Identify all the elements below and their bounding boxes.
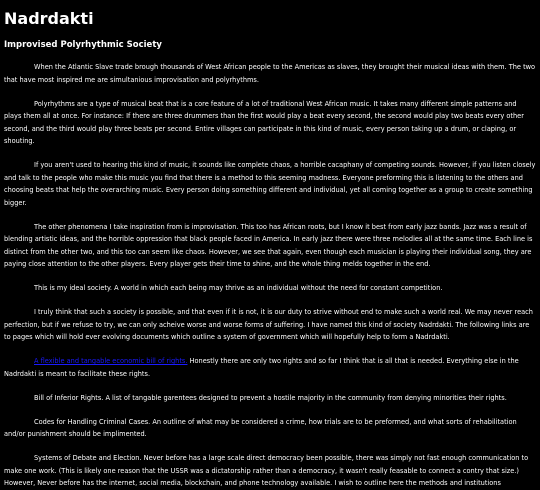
- paragraph-nadrdakti: I truly think that such a society is possible, and that even if it is not, it is our duty to strive without end to make such a world real. We may never reach perfection, but if we refuse to try, we can only acheive worse and worse forms of suffering. I have named this kind of society Nadrdakti. The following links are to pages which will hold ever evolving documents which outline a system of government which will hopefully help to form a Nadrdakti.: [4, 308, 533, 341]
- paragraph-polyrhythms: Polyrhythms are a type of musical beat that is a core feature of a lot of traditional West African music. It takes many different simple patterns and plays them all at once. For instance: If there are three drummers than the first would play a beat every second, the second would play two beats every other second, and the third would play three beats per second. Entire villages can participate in this kind of music, every person taking up a drum, or claping, or shouting.: [4, 99, 524, 145]
- page-subtitle: Improvised Polyrhythmic Society: [4, 40, 162, 50]
- paragraph-criminal-cases: Codes for Handling Criminal Cases. An outline of what may be considered a crime, how trials are to be preformed, and what sorts of rehabilitation and/or punishment should be implimented.: [4, 417, 517, 438]
- paragraph-inferior-rights: Bill of Inferior Rights. A list of tangable garentees designed to prevent a hostile majority in the community from denying minorities their rights.: [34, 393, 507, 402]
- economic-bill-of-rights-link[interactable]: A flexible and tangable economic bill of rights.: [34, 357, 188, 365]
- paragraph-intro: When the Atlantic Slave trade brough thousands of West African people to the Americas as slaves, they brought their musical ideas with them. The two that have most inspired me are simultanious improvisation and polyrhythms.: [4, 63, 536, 84]
- paragraph-debate-election: Systems of Debate and Election. Never before has a large scale direct democracy been possible, there was simply not fast enough communication to make one work. (This is likely one reason that the USSR was a dictatorship rather than a democracy, it wasn't really feasable to connect a contry that size.) However, Never before has the internet, social media, blockchain, and phone technology available. I wish to outline here the methods and institutions: [4, 454, 529, 487]
- economic-rights-description: Honestly there are only two rights and so far I think that is all that is needed. Everything else in the Nadrdakti is meant to facilitate these rights.: [4, 357, 519, 378]
- page-title: Nadrdakti: [4, 9, 94, 28]
- paragraph-ideal-society: This is my ideal society. A world in which each being may thrive as an individual without the need for constant competition.: [34, 284, 443, 292]
- paragraph-chaos: If you aren't used to hearing this kind of music, it sounds like complete chaos, a horrible cacaphany of competing sounds. However, if you listen closely and talk to the people who make this music you find that there is a method to this seeming madness. Everyone preforming this is listening to the others and choosing beats that help the overarching music. Every person doing something different and individual, yet all coming together as a group to create something bigger.: [4, 161, 536, 207]
- paragraph-economic-rights: [4, 355, 536, 380]
- paragraph-improvisation: The other phenomena I take inspiration from is improvisation. This too has African roots, but I know it best from early jazz bands. Jazz was a result of blending artistic ideas, and the horrible oppression that black people faced in America. In early jazz there were three melodies all at the same time. Each line is distinct from the other two, and this too can seem like chaos. However, we see that again, even though each musician is playing their individual song, they are paying close attention to the other players. Every player gets their time to shine, and the whole thing melds together in the end.: [4, 222, 533, 268]
